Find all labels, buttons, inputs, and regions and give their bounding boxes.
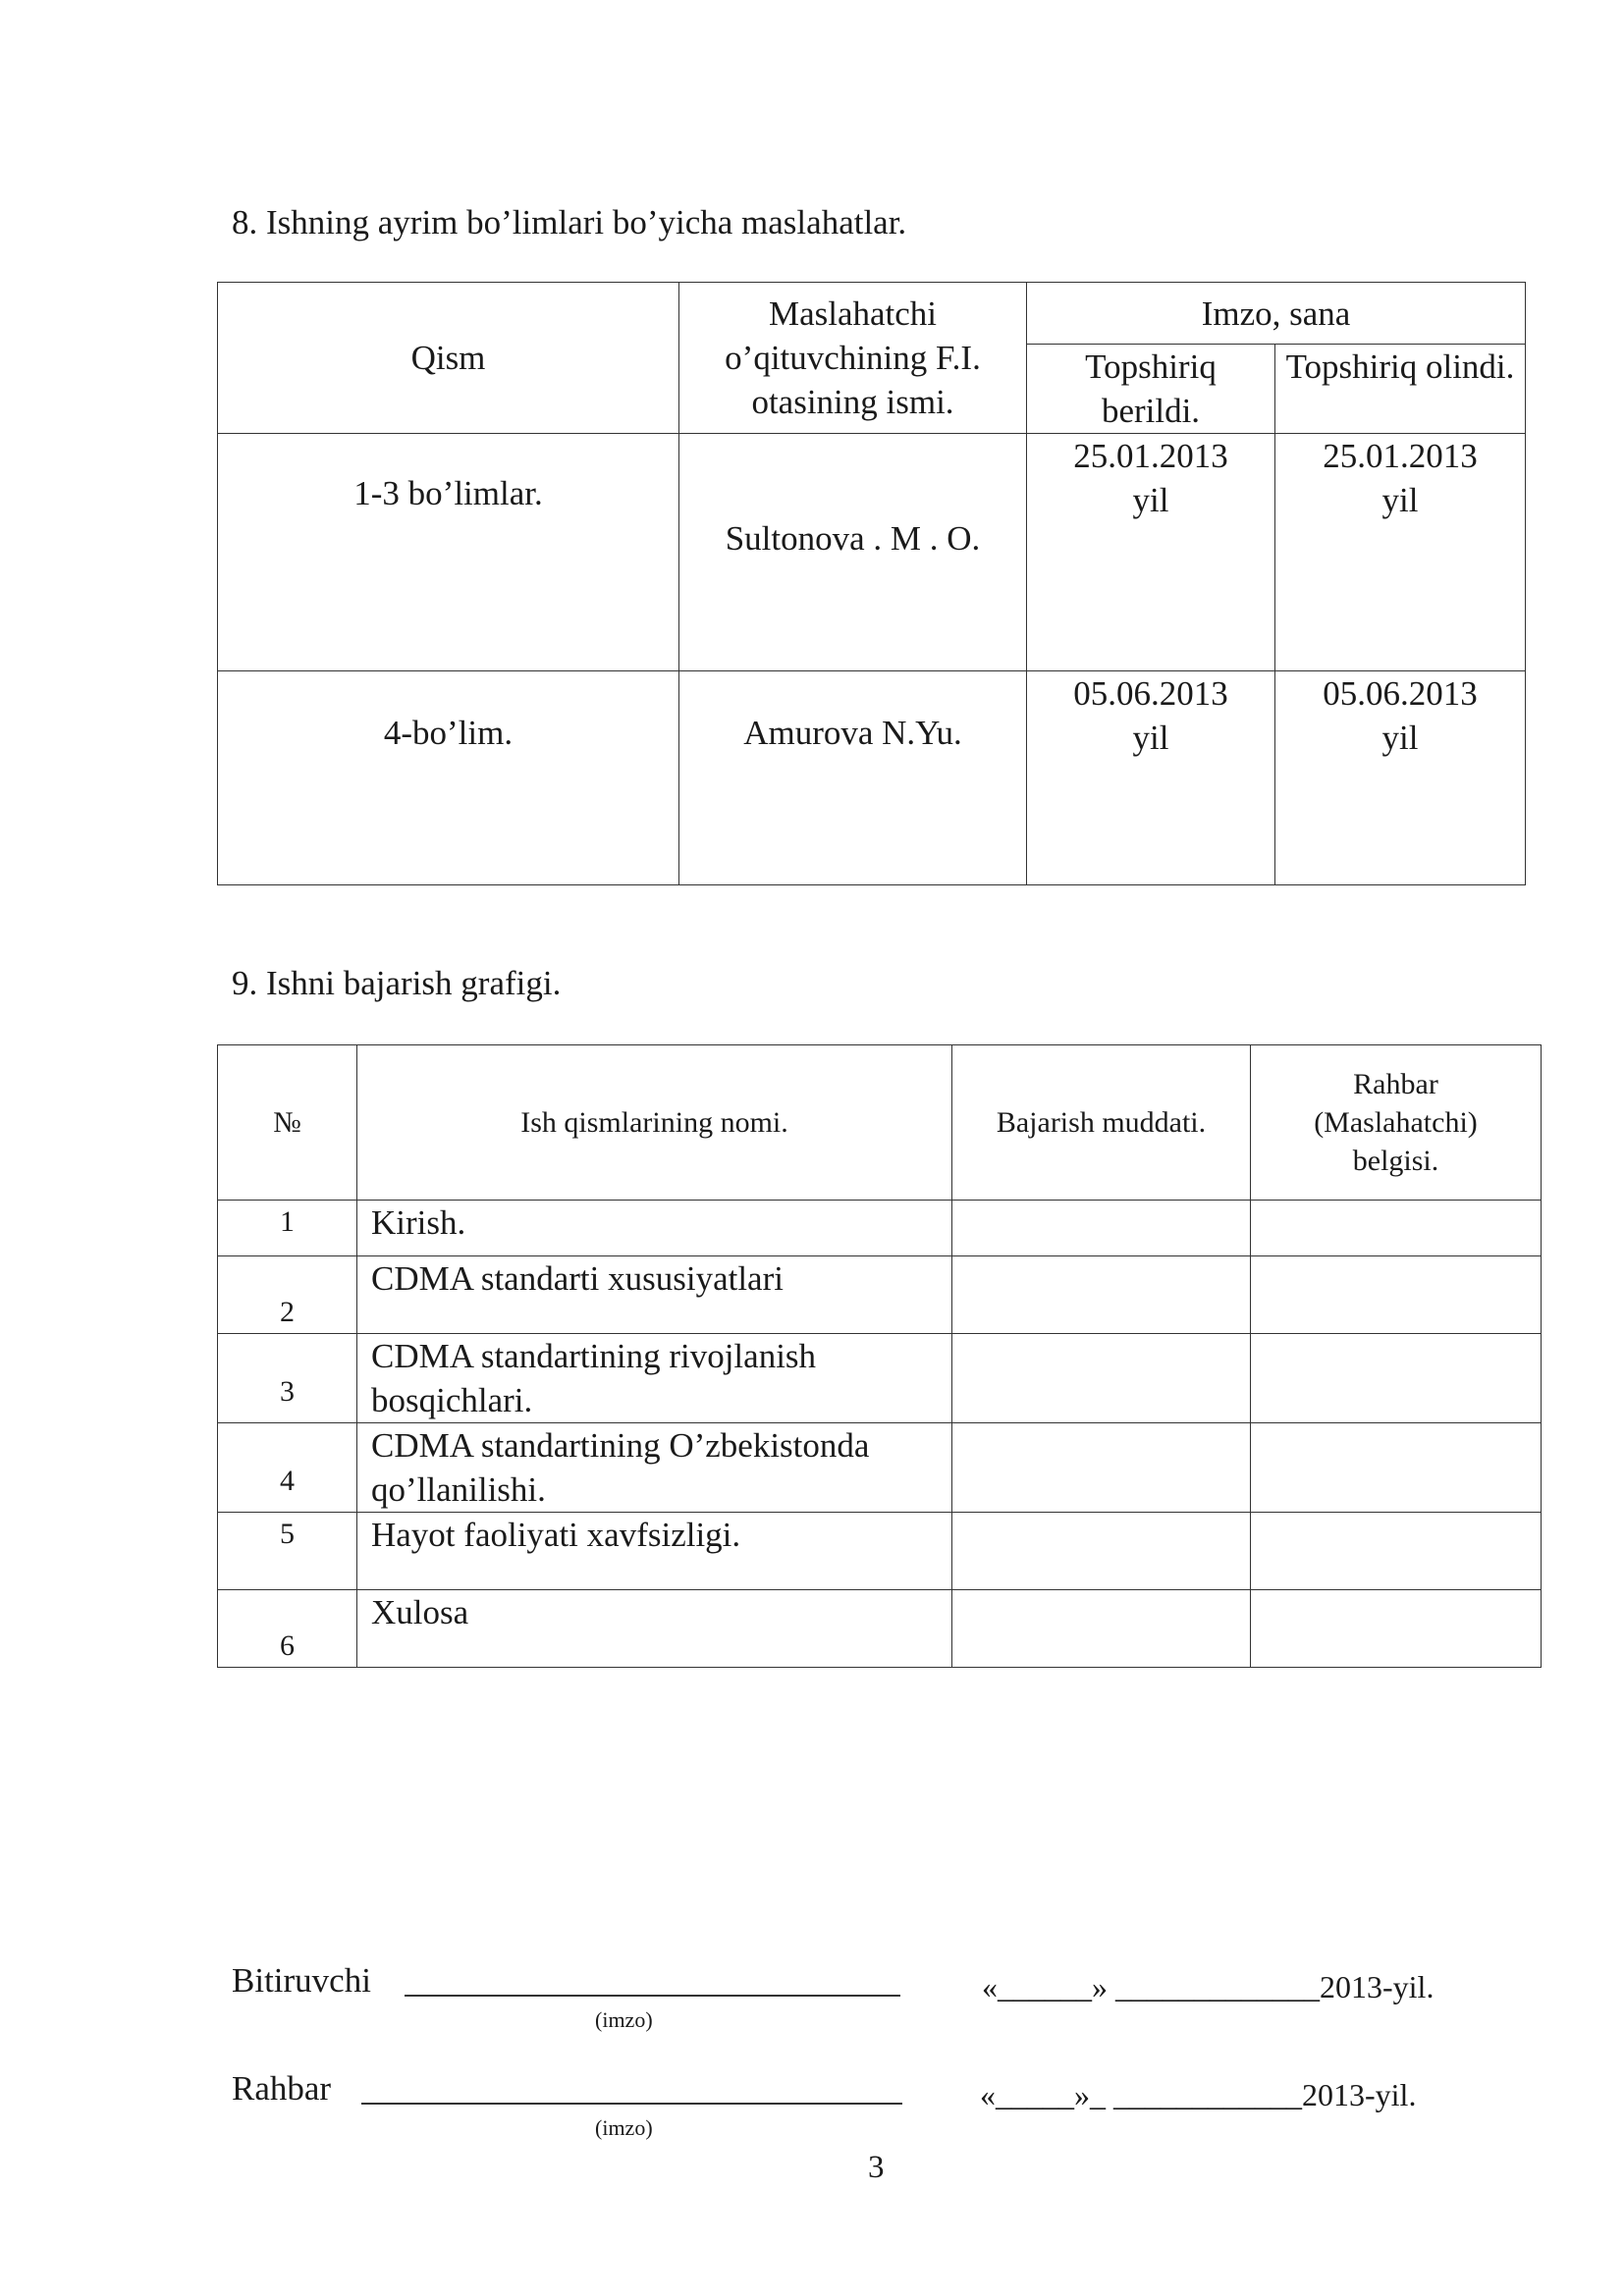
page-number: 3 <box>868 2150 885 2185</box>
row-given-date: 05.06.2013 yil <box>1027 671 1275 885</box>
row-deadline <box>952 1201 1251 1256</box>
row-part: 1-3 bo’limlar. <box>218 434 679 671</box>
header-deadline: Bajarish muddati. <box>952 1045 1251 1201</box>
header-task-given: Topshiriq berildi. <box>1027 345 1275 434</box>
table-row <box>218 1590 1542 1668</box>
row-deadline <box>952 1256 1251 1334</box>
graduate-date: «______» _____________2013-yil. <box>982 1969 1435 2004</box>
table-row <box>218 1334 1542 1423</box>
row-name: Kirish. <box>357 1201 952 1256</box>
table-row <box>218 1201 1542 1256</box>
row-number: 3 <box>218 1334 357 1423</box>
header-task-received: Topshiriq olindi. <box>1275 345 1526 434</box>
row-number: 4 <box>218 1423 357 1513</box>
row-deadline <box>952 1590 1251 1668</box>
table-row <box>218 1513 1542 1590</box>
header-part: Qism <box>218 283 679 434</box>
table-row <box>218 671 1526 885</box>
row-number: 6 <box>218 1590 357 1668</box>
row-given-date: 25.01.2013 yil <box>1027 434 1275 671</box>
row-number: 2 <box>218 1256 357 1334</box>
graduate-label: Bitiruvchi <box>232 1961 371 2000</box>
supervisor-imzo-caption: (imzo) <box>595 2115 653 2140</box>
table-row <box>218 1423 1542 1513</box>
header-work-part-name: Ish qismlarining nomi. <box>357 1045 952 1201</box>
header-signature-date: Imzo, sana <box>1027 283 1526 345</box>
work-schedule-table <box>217 1044 1542 1668</box>
table-row <box>218 1256 1542 1334</box>
row-name: Hayot faoliyati xavfsizligi. <box>357 1513 952 1590</box>
row-number: 5 <box>218 1513 357 1590</box>
row-consultant: Sultonova . M . O. <box>679 434 1027 671</box>
section-9-title: 9. Ishni bajarish grafigi. <box>232 964 562 1002</box>
row-supervisor-mark <box>1251 1201 1542 1256</box>
row-deadline <box>952 1334 1251 1423</box>
graduate-signature-line <box>405 1995 900 1997</box>
row-number: 1 <box>218 1201 357 1256</box>
row-supervisor-mark <box>1251 1423 1542 1513</box>
row-name: Xulosa <box>357 1590 952 1668</box>
header-number: № <box>218 1045 357 1201</box>
row-supervisor-mark <box>1251 1513 1542 1590</box>
section-8-title: 8. Ishning ayrim bo’limlari bo’yicha maslahatlar. <box>232 203 907 241</box>
supervisor-date: «_____»_ ____________2013-yil. <box>980 2077 1417 2112</box>
consultations-table <box>217 282 1526 885</box>
row-received-date: 05.06.2013 yil <box>1275 671 1526 885</box>
supervisor-label: Rahbar <box>232 2069 332 2108</box>
row-deadline <box>952 1423 1251 1513</box>
row-received-date: 25.01.2013 yil <box>1275 434 1526 671</box>
row-name: CDMA standarti xususiyatlari <box>357 1256 952 1334</box>
row-consultant: Amurova N.Yu. <box>679 671 1027 885</box>
header-consultant: Maslahatchi o’qituvchining F.I. otasining ismi. <box>679 283 1027 434</box>
row-part: 4-bo’lim. <box>218 671 679 885</box>
row-supervisor-mark <box>1251 1334 1542 1423</box>
graduate-imzo-caption: (imzo) <box>595 2007 653 2032</box>
supervisor-signature-line <box>361 2103 902 2105</box>
row-supervisor-mark <box>1251 1256 1542 1334</box>
row-supervisor-mark <box>1251 1590 1542 1668</box>
header-supervisor-mark: Rahbar (Maslahatchi) belgisi. <box>1251 1045 1542 1201</box>
row-name: CDMA standartining rivojlanish bosqichlari. <box>357 1334 952 1423</box>
table-row <box>218 434 1526 671</box>
row-name: CDMA standartining O’zbekistonda qo’llanilishi. <box>357 1423 952 1513</box>
row-deadline <box>952 1513 1251 1590</box>
